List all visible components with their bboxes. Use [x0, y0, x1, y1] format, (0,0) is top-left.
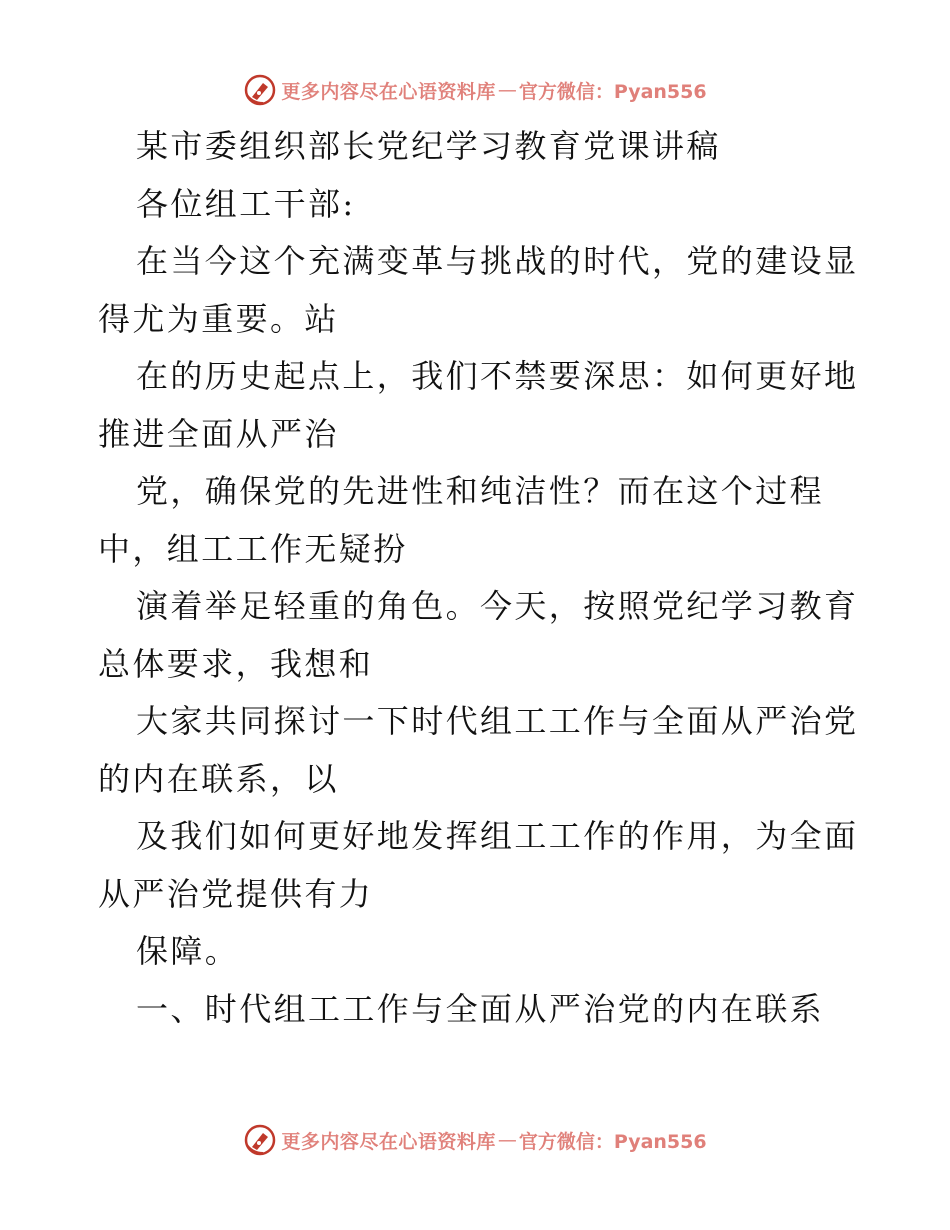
- document-line: 中，组工工作无疑扮: [98, 529, 408, 568]
- document-line: 某市委组织部长党纪学习教育党课讲稿: [136, 127, 721, 165]
- watermark-separator: —: [497, 1129, 517, 1151]
- document-line: 在的历史起点上，我们不禁要深思：如何更好地: [136, 357, 859, 395]
- footer-watermark: [0, 1120, 950, 1160]
- document-line: 从严治党提供有力: [98, 874, 374, 913]
- watermark-main-text: 更多内容尽在心语资料库: [281, 80, 496, 103]
- document-line: 在当今这个充满变革与挑战的时代，党的建设显: [136, 242, 859, 280]
- document-line: 党，确保党的先进性和纯洁性？而在这个过程: [136, 472, 825, 510]
- document-line: 各位组工干部:: [136, 184, 356, 223]
- watermark-wechat-text: 官方微信：Pyan556: [518, 80, 707, 103]
- document-line: 的内在联系，以: [98, 759, 339, 798]
- watermark-main-text: 更多内容尽在心语资料库: [281, 1130, 496, 1153]
- document-line: 及我们如何更好地发挥组工工作的作用，为全面: [136, 817, 859, 855]
- document-line: 演着举足轻重的角色。今天，按照党纪学习教育: [136, 587, 859, 625]
- pen-nib-circle-icon: [243, 73, 277, 107]
- watermark-wechat-text: 官方微信：Pyan556: [518, 1130, 707, 1153]
- document-line: 推进全面从严治: [98, 414, 339, 453]
- document-line: 保障。: [136, 932, 240, 970]
- pen-nib-circle-icon: [243, 1123, 277, 1157]
- header-watermark: [0, 70, 950, 110]
- document-line: 大家共同探讨一下时代组工工作与全面从严治党: [136, 702, 859, 740]
- document-line: 总体要求，我想和: [98, 644, 374, 683]
- document-body: [98, 118, 868, 1038]
- watermark-separator: —: [497, 79, 517, 101]
- document-line: 得尤为重要。站: [98, 299, 339, 338]
- document-line: 一、时代组工工作与全面从严治党的内在联系: [136, 989, 825, 1028]
